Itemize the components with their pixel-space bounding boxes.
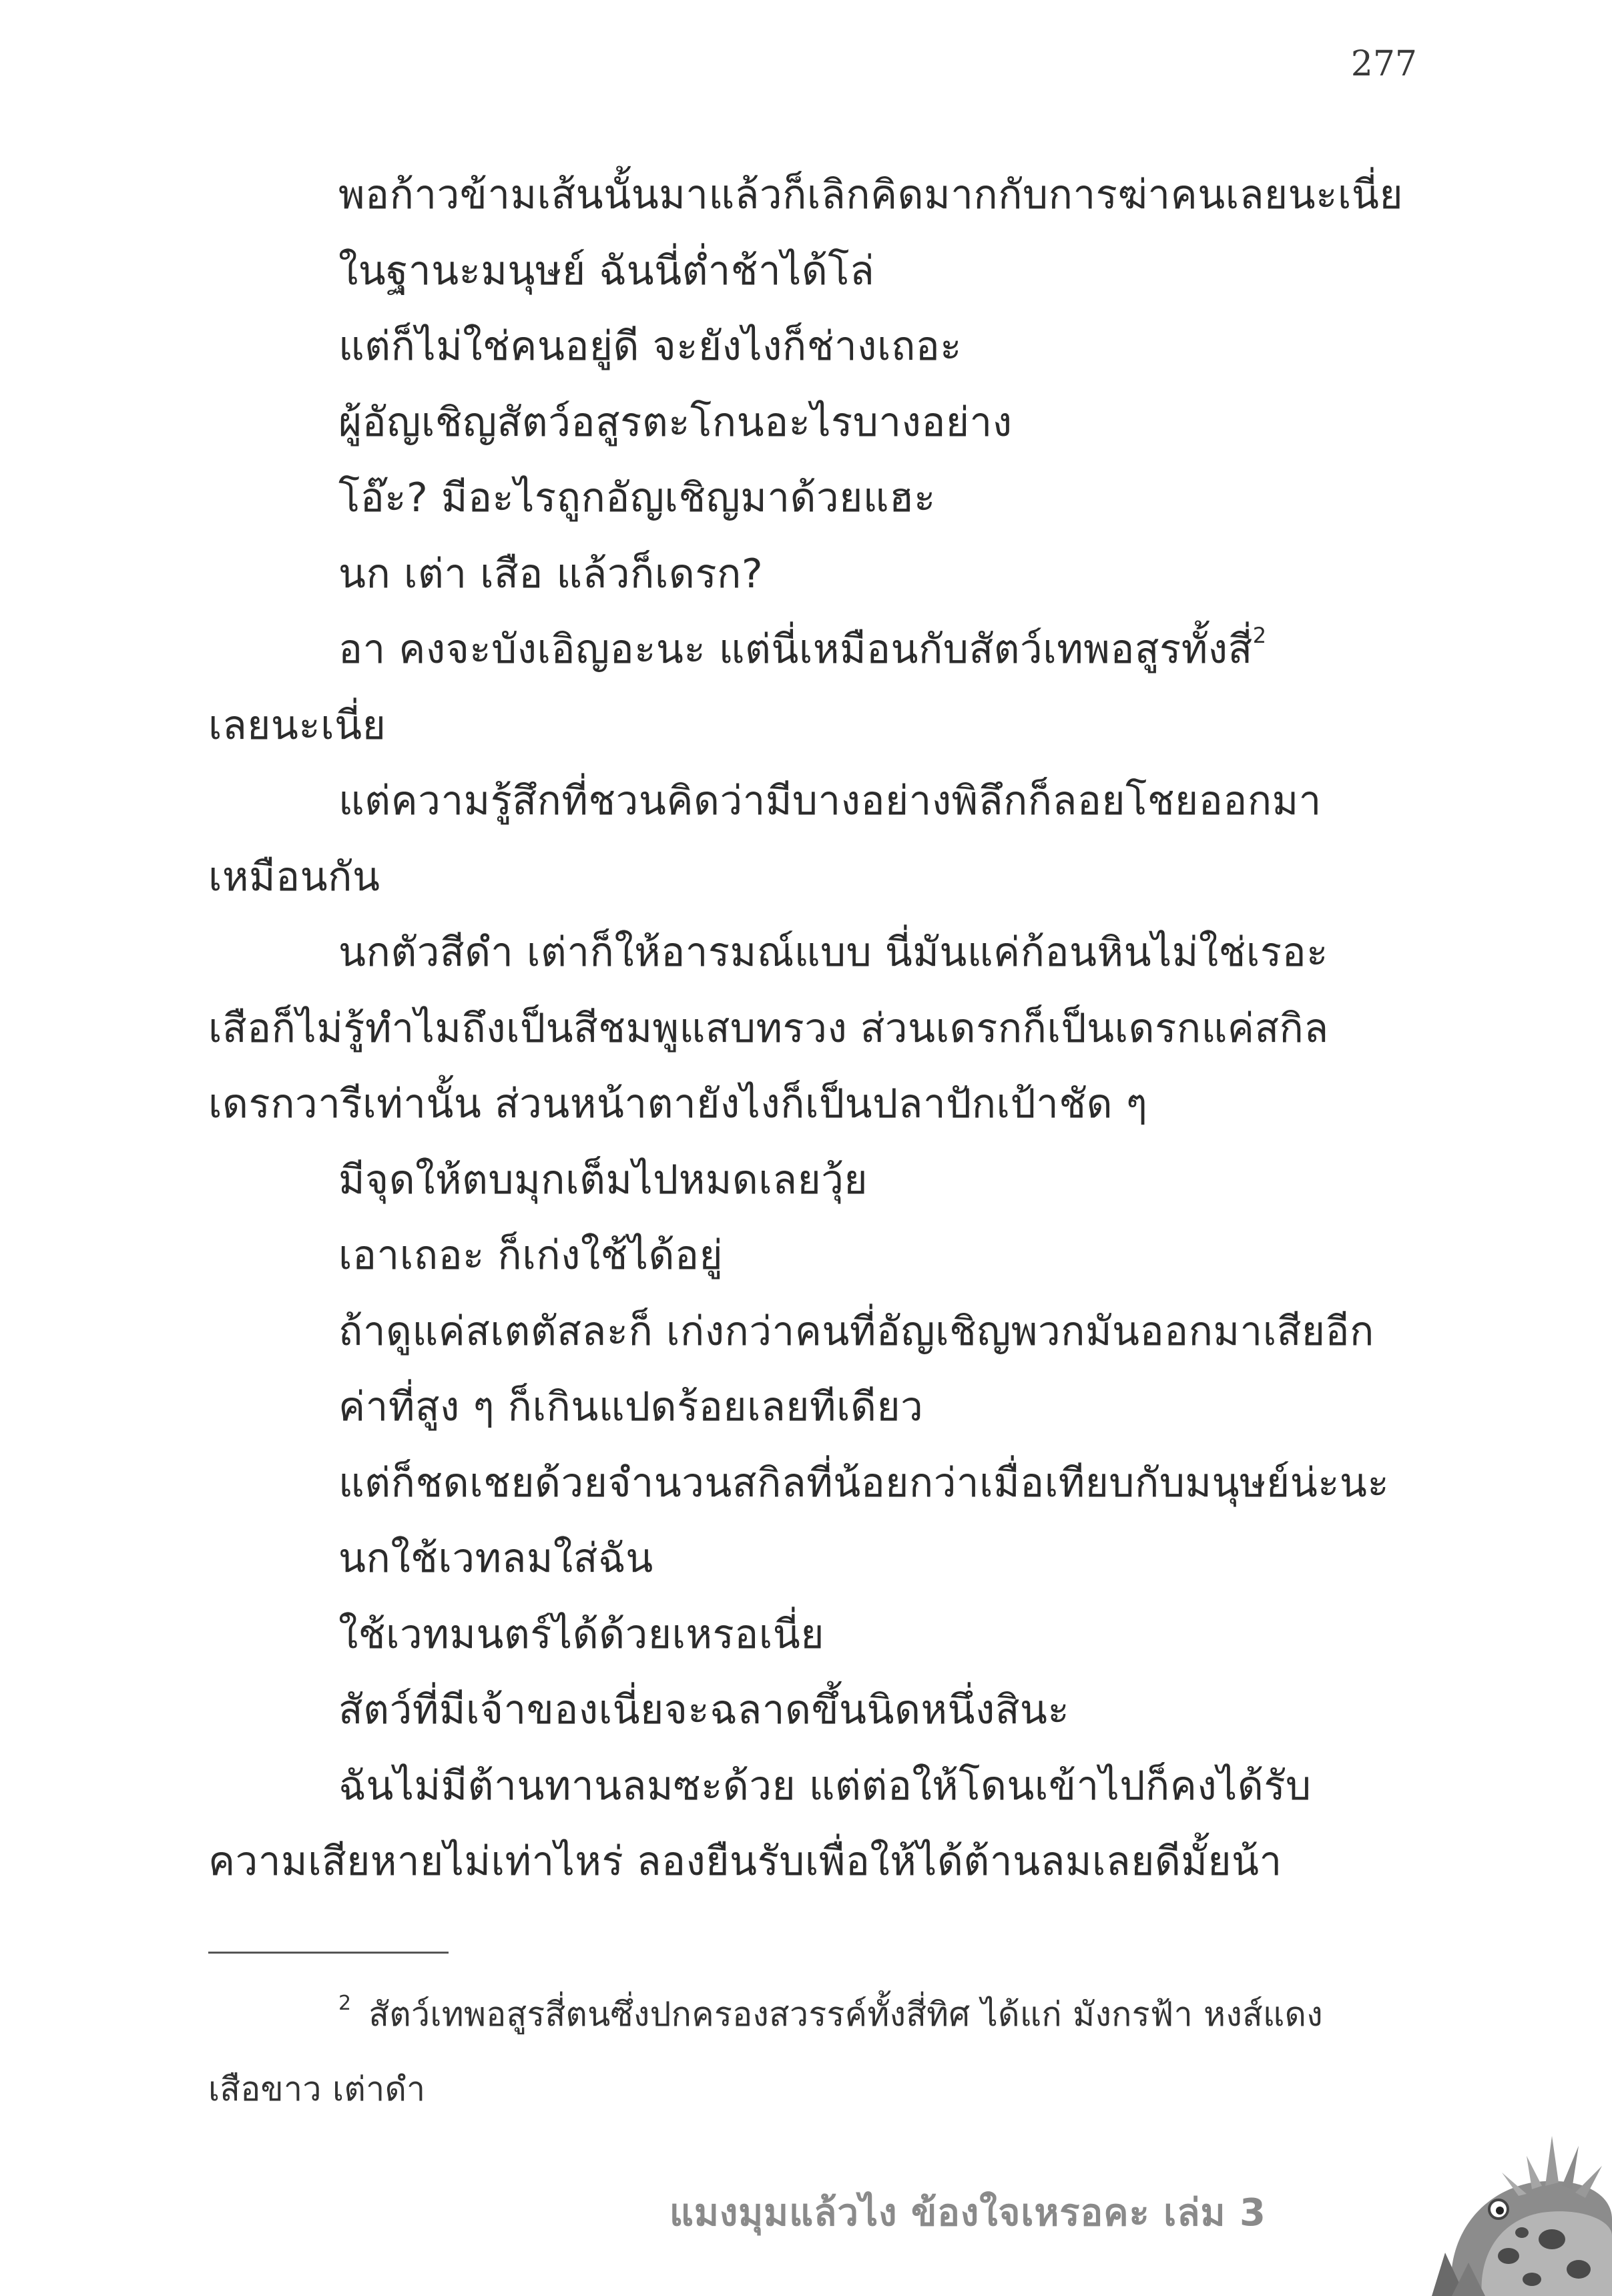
text-line-content: อา คงจะบังเอิญอะนะ แต่นี่เหมือนกับสัตว์เทพอสูรทั้งสี่ bbox=[338, 626, 1253, 673]
text-line bbox=[208, 234, 1411, 310]
text-line bbox=[208, 1143, 1411, 1219]
text-line bbox=[208, 1521, 1411, 1597]
text-line bbox=[208, 1824, 1411, 1900]
body-text bbox=[208, 158, 1411, 1900]
text-line bbox=[208, 1067, 1411, 1143]
text-line bbox=[208, 1597, 1411, 1673]
text-line-content: นกใช้เวทลมใส่ฉัน bbox=[338, 1535, 653, 1582]
text-line bbox=[208, 688, 1411, 764]
text-line-content: ผู้อัญเชิญสัตว์อสูรตะโกนอะไรบางอย่าง bbox=[338, 398, 1013, 446]
footnote-reference: 2 bbox=[1252, 623, 1267, 648]
book-title-footer: แมงมุมแล้วไง ข้องใจเหรอคะ เล่ม 3 bbox=[669, 2191, 1266, 2235]
text-line-content: นก เต่า เสือ แล้วก็เดรก? bbox=[338, 550, 764, 597]
text-line-content: เหมือนกัน bbox=[208, 853, 380, 900]
text-line bbox=[208, 1218, 1411, 1294]
text-line-content: นกตัวสีดำ เต่าก็ให้อารมณ์แบบ นี่มันแค่ก้อนหินไม่ใช่เรอะ bbox=[338, 929, 1328, 976]
text-line-content: โอ๊ะ? มีอะไรถูกอัญเชิญมาด้วยแฮะ bbox=[338, 475, 936, 521]
text-line-content: เสือก็ไม่รู้ทำไมถึงเป็นสีชมพูแสบทรวง ส่วนเดรกก็เป็นเดรกแค่สกิล bbox=[208, 1005, 1329, 1052]
text-line-content: แต่ก็ชดเชยด้วยจำนวนสกิลที่น้อยกว่าเมื่อเทียบกับมนุษย์น่ะนะ bbox=[338, 1459, 1390, 1506]
text-line bbox=[208, 612, 1411, 688]
text-line bbox=[208, 1673, 1411, 1749]
text-line bbox=[208, 1446, 1411, 1522]
footnote-marker: 2 bbox=[338, 1992, 352, 2015]
text-line bbox=[208, 915, 1411, 991]
footnote-line-1: สัตว์เทพอสูรสี่ตนซึ่งปกครองสวรรค์ทั้งสี่ทิศ ได้แก่ มังกรฟ้า หงส์แดง bbox=[368, 1995, 1323, 2034]
text-line bbox=[208, 385, 1411, 461]
text-line bbox=[208, 309, 1411, 385]
text-line bbox=[208, 1749, 1411, 1825]
text-line-content: ในฐานะมนุษย์ ฉันนี่ต่ำช้าได้โล่ bbox=[338, 247, 875, 294]
text-line bbox=[208, 1294, 1411, 1370]
text-line-content: เดรกวารีเท่านั้น ส่วนหน้าตายังไงก็เป็นปลาปักเป้าชัด ๆ bbox=[208, 1081, 1148, 1127]
page-number: 277 bbox=[1350, 44, 1417, 84]
text-line-content: ถ้าดูแค่สเตตัสละก็ เก่งกว่าคนที่อัญเชิญพวกมันออกมาเสียอีก bbox=[338, 1308, 1374, 1355]
text-line-content: มีจุดให้ตบมุกเต็มไปหมดเลยวุ้ย bbox=[338, 1156, 868, 1203]
text-line bbox=[208, 764, 1411, 840]
text-line bbox=[208, 1370, 1411, 1446]
text-line bbox=[208, 840, 1411, 916]
text-line bbox=[208, 158, 1411, 234]
footnote-line-2: เสือขาว เต่าดำ bbox=[208, 2070, 426, 2108]
text-line bbox=[208, 461, 1411, 537]
text-line bbox=[208, 991, 1411, 1067]
spider-mascot-illustration bbox=[1352, 2119, 1612, 2296]
text-line-content: แต่ก็ไม่ใช่คนอยู่ดี จะยังไงก็ช่างเถอะ bbox=[338, 323, 963, 370]
text-line-content: ฉันไม่มีต้านทานลมซะด้วย แต่ต่อให้โดนเข้าไปก็คงได้รับ bbox=[338, 1762, 1312, 1809]
text-line bbox=[208, 537, 1411, 613]
footnote bbox=[208, 1977, 1411, 2126]
text-line-content: ความเสียหายไม่เท่าไหร่ ลองยืนรับเพื่อให้ได้ต้านลมเลยดีมั้ยน้า bbox=[208, 1838, 1282, 1885]
text-line-content: พอก้าวข้ามเส้นนั้นมาแล้วก็เลิกคิดมากกับการฆ่าคนเลยนะเนี่ย bbox=[338, 172, 1404, 218]
text-line-content: ใช้เวทมนตร์ได้ด้วยเหรอเนี่ย bbox=[338, 1611, 824, 1658]
text-line-content: เอาเถอะ ก็เก่งใช้ได้อยู่ bbox=[338, 1232, 724, 1279]
text-line-content: ค่าที่สูง ๆ ก็เกินแปดร้อยเลยทีเดียว bbox=[338, 1384, 924, 1430]
footnote-divider bbox=[208, 1952, 449, 1954]
text-line-content: เลยนะเนี่ย bbox=[208, 701, 386, 749]
text-line-content: สัตว์ที่มีเจ้าของเนี่ยจะฉลาดขึ้นนิดหนึ่งสินะ bbox=[338, 1687, 1070, 1733]
text-line-content: แต่ความรู้สึกที่ชวนคิดว่ามีบางอย่างพิลึกก็ลอยโชยออกมา bbox=[338, 778, 1322, 824]
